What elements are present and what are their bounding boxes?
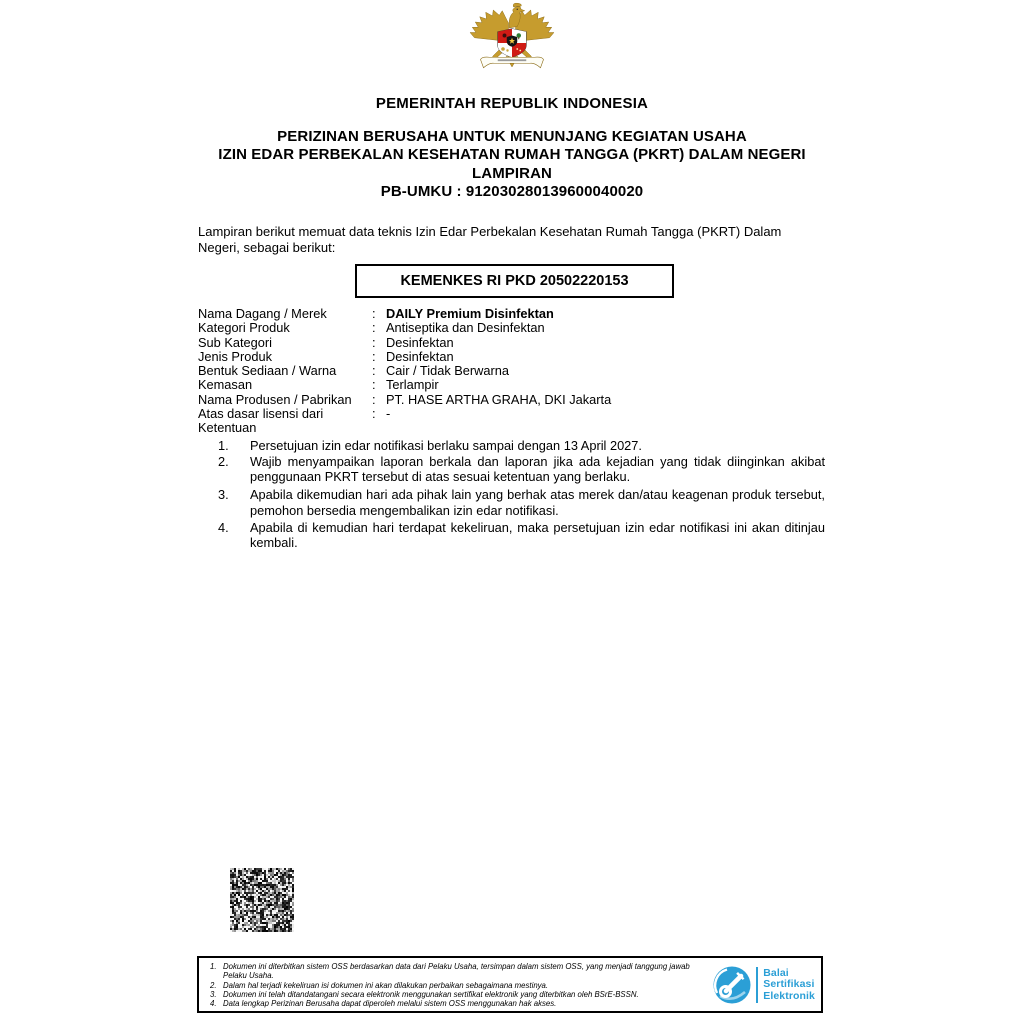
item-text: Wajib menyampaikan laporan berkala dan laporan jika ada kejadian yang tidak diinginkan akibat penggunaan PKRT tersebut di atas sesuai ketentuan yang berlaku. <box>250 453 825 485</box>
field-row-bentuk-sediaan <box>198 364 825 378</box>
field-colon: : <box>372 306 376 321</box>
item-number: 3. <box>210 989 217 999</box>
field-label: Nama Produsen / Pabrikan <box>198 391 352 407</box>
item-text: Dalam hal terjadi kekeliruan isi dokumen ini akan dilakukan perbaikan sebagaimana mestinya. <box>223 980 549 990</box>
logo-divider <box>756 967 758 1003</box>
certificate-number-box <box>355 264 674 298</box>
field-value: Desinfektan <box>386 334 454 350</box>
item-text: Apabila di kemudian hari terdapat kekeliruan, maka persetujuan izin edar notifikasi ini akan ditinjau kembali. <box>250 520 825 551</box>
field-value: Terlampir <box>386 377 439 393</box>
item-number: 4. <box>218 520 229 536</box>
footer-disclaimer-box <box>197 956 823 1013</box>
ketentuan-item-4 <box>198 520 825 551</box>
item-number: 1. <box>210 962 217 971</box>
item-number: 2. <box>218 453 229 469</box>
field-row-kategori-produk <box>198 321 825 335</box>
field-label: Sub Kategori <box>198 334 272 350</box>
field-value: Desinfektan <box>386 348 454 364</box>
field-row-jenis-produk <box>198 350 825 364</box>
field-row-sub-kategori <box>198 336 825 350</box>
item-number: 3. <box>218 486 229 502</box>
logo-text-line-2: Sertifikasi <box>763 978 815 991</box>
field-value: Antiseptika dan Desinfektan <box>386 320 545 336</box>
field-label: Jenis Produk <box>198 348 272 364</box>
logo-text-line-1: Balai <box>763 967 789 980</box>
item-text: Data lengkap Perizinan Berusaha dapat diperoleh melalui sistem OSS menggunakan hak akses. <box>223 999 557 1009</box>
item-text: Dokumen ini diterbitkan sistem OSS berdasarkan data dari Pelaku Usaha, tersimpan dalam sistem OSS, yang menjadi tanggung jawab Pelaku Usaha. <box>223 962 690 981</box>
bsre-key-icon <box>712 965 752 1005</box>
field-label: Kemasan <box>198 377 253 393</box>
field-colon: : <box>372 320 376 336</box>
field-colon: : <box>372 377 376 393</box>
logo-text-line-3: Elektronik <box>763 989 815 1002</box>
field-row-kemasan <box>198 378 825 392</box>
document-title-block <box>100 128 924 202</box>
balai-sertifikasi-elektronik-logo <box>712 965 815 1005</box>
title-line-3: LAMPIRAN <box>472 164 552 182</box>
item-text: Apabila dikemudian hari ada pihak lain yang berhak atas merek dan/atau keagenan produk tersebut, pemohon bersedia mengembalikan izin edar notifikasi. <box>250 486 825 519</box>
title-line-2: IZIN EDAR PERBEKALAN KESEHATAN RUMAH TANGGA (PKRT) DALAM NEGERI <box>218 146 806 164</box>
certificate-number: KEMENKES RI PKD 20502220153 <box>400 273 629 289</box>
garuda-pancasila-emblem <box>467 2 557 77</box>
field-label: Kategori Produk <box>198 320 290 336</box>
footer-item-4 <box>208 999 708 1008</box>
field-value: - <box>386 406 391 422</box>
ketentuan-item-3 <box>198 487 825 520</box>
field-colon: : <box>372 348 376 364</box>
intro-paragraph: Lampiran berikut memuat data teknis Izin Edar Perbekalan Kesehatan Rumah Tangga (PKRT) Dalam Negeri, sebagai berikut: <box>198 224 782 255</box>
field-colon: : <box>372 391 376 407</box>
item-number: 4. <box>210 999 217 1009</box>
ketentuan-heading-row <box>198 421 825 435</box>
item-number: 2. <box>210 980 217 990</box>
field-row-nama-produsen <box>198 393 825 407</box>
qr-code <box>230 868 294 932</box>
ketentuan-item-2 <box>198 454 825 485</box>
field-label: Atas dasar lisensi dari <box>198 406 324 422</box>
field-value: PT. HASE ARTHA GRAHA, DKI Jakarta <box>386 391 612 407</box>
government-title: PEMERINTAH REPUBLIK INDONESIA <box>375 95 649 112</box>
footer-disclaimer-list <box>208 962 708 1008</box>
field-label: Nama Dagang / Merek <box>198 306 327 321</box>
footer-item-2 <box>208 981 708 990</box>
ketentuan-heading: Ketentuan <box>198 420 257 436</box>
item-number: 1. <box>218 438 229 453</box>
field-value: DAILY Premium Disinfektan <box>386 306 554 321</box>
field-colon: : <box>372 363 376 379</box>
ketentuan-item-1 <box>198 438 825 453</box>
garuda-icon <box>467 2 557 72</box>
field-colon: : <box>372 334 376 350</box>
field-value: Cair / Tidak Berwarna <box>386 363 510 379</box>
item-text: Dokumen ini telah ditandatangani secara elektronik menggunakan sertifikat elektronik yang diterbitkan oleh BSrE-BSSN. <box>223 989 639 999</box>
item-text: Persetujuan izin edar notifikasi berlaku sampai dengan 13 April 2027. <box>250 438 642 453</box>
field-label: Bentuk Sediaan / Warna <box>198 363 337 379</box>
field-row-atas-dasar-lisensi <box>198 407 825 421</box>
technical-data-fields <box>198 307 825 436</box>
title-line-4-pb-umku-number: PB-UMKU : 912030280139600040020 <box>380 183 644 201</box>
logo-text <box>763 968 815 1002</box>
ketentuan-list <box>198 438 825 551</box>
field-row-nama-dagang <box>198 307 825 321</box>
footer-item-3 <box>208 990 708 999</box>
field-colon: : <box>372 406 376 422</box>
title-line-1: PERIZINAN BERUSAHA UNTUK MENUNJANG KEGIATAN USAHA <box>277 128 747 145</box>
footer-item-1 <box>208 962 708 981</box>
